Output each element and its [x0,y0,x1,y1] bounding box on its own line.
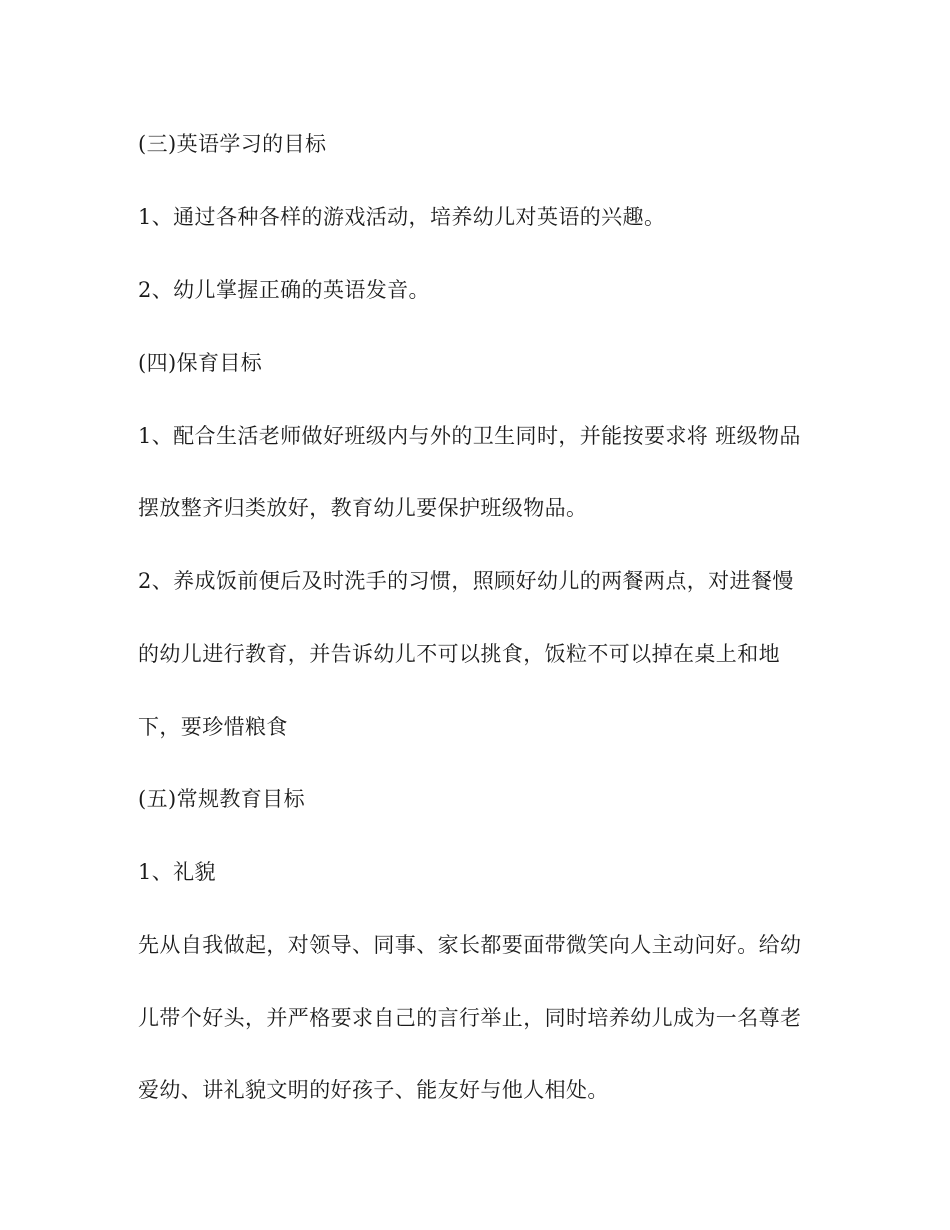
section-heading-routine-goals: (五)常规教育目标 [138,787,305,811]
paragraph-line: 1、通过各种各样的游戏活动，培养幼儿对英语的兴趣。 [138,205,666,229]
paragraph-line: 儿带个好头，并严格要求自己的言行举止，同时培养幼儿成为一名尊老 [138,1006,802,1030]
paragraph-line: 1、配合生活老师做好班级内与外的卫生同时，并能按要求将 班级物品 [138,424,801,448]
paragraph-line: 摆放整齐归类放好，教育幼儿要保护班级物品。 [138,496,588,520]
paragraph-line: 先从自我做起，对领导、同事、家长都要面带微笑向人主动问好。给幼 [138,933,802,957]
paragraph-line: 2、幼儿掌握正确的英语发音。 [138,278,430,302]
paragraph-line: 下，要珍惜粮食 [138,715,288,739]
paragraph-line: 1、礼貌 [138,860,216,884]
paragraph-line: 2、养成饭前便后及时洗手的习惯，照顾好幼儿的两餐两点，对进餐慢 [138,569,794,593]
paragraph-line: 的幼儿进行教育，并告诉幼儿不可以挑食，饭粒不可以掉在桌上和地 [138,642,780,666]
paragraph-line: 爱幼、讲礼貌文明的好孩子、能友好与他人相处。 [138,1078,609,1102]
section-heading-english-goals: (三)英语学习的目标 [138,132,327,156]
section-heading-care-goals: (四)保育目标 [138,351,263,375]
